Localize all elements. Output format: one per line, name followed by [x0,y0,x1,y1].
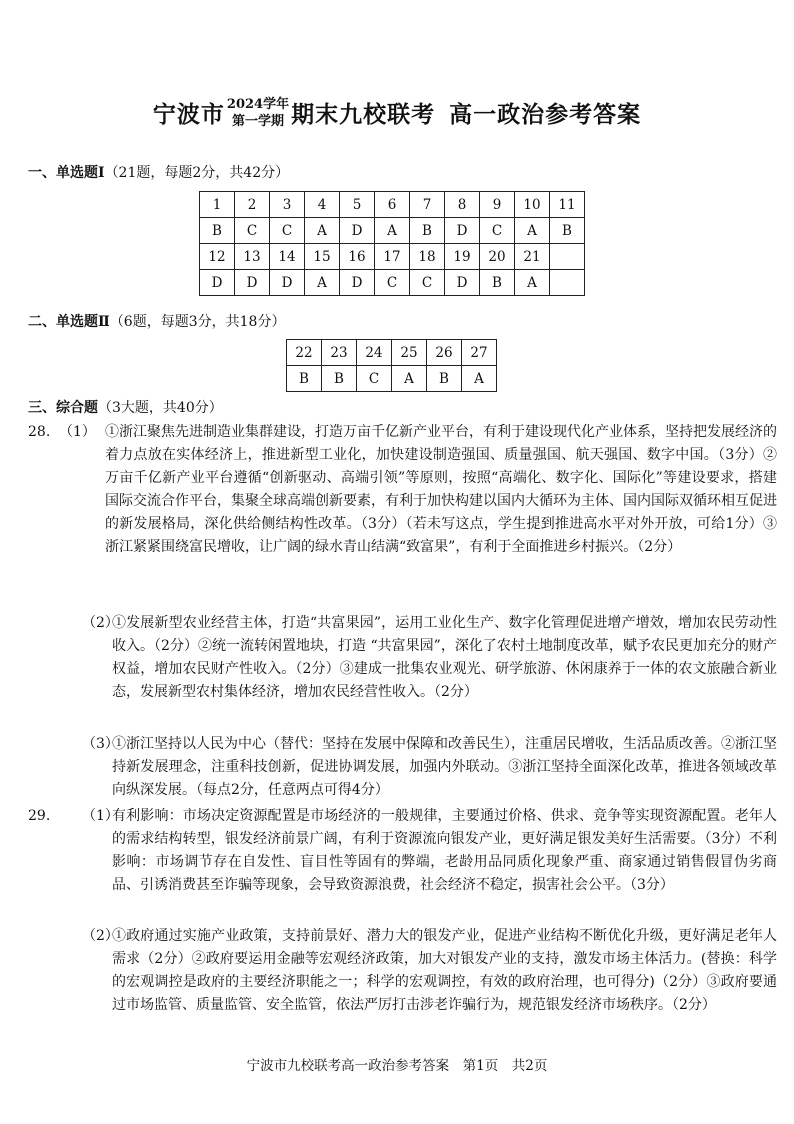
answer-table-cell: 1 [200,192,235,218]
answer-table-cell: 22 [287,340,322,366]
q28-part1-text: ①浙江聚焦先进制造业集群建设，打造万亩千亿新产业平台，有利于建设现代化产业体系，坚持把发展经济的着力点放在实体经济上，推进新型工业化，加快建设制造强国、质量强国、航天强国、数字中国。（3分）②万亩千亿新产业平台遵循“创新驱动、高端引领”等原则，按照“高端化、数字化、国际化”等建设要求，搭建国际交流合作平台，集聚全球高端创新要素，有利于加快构建以国内大循环为主体、国内国际双循环相互促进的新发展格局，深化供给侧结构性改革。（3分）（若未写这点，学生提到推进高水平对外开放，可给1分）③浙江紧紧围绕富民增收，让广阔的绿水青山结满“致富果”，有利于全面推进乡村振兴。（2分） [105,424,777,555]
section1-heading-line [28,163,289,183]
answer-table-cell: A [375,218,410,244]
answer-table-row [200,270,585,296]
q28-number: 28. [28,424,51,440]
answer-table-row [287,340,497,366]
answer-table-cell: B [427,366,462,392]
answer-table-cell: B [550,218,585,244]
section1-answer-table [199,191,585,296]
q29-number: 29. [28,808,51,824]
answer-table-cell: D [270,270,305,296]
answer-table-cell [550,270,585,296]
answer-table-cell: D [445,218,480,244]
answer-table-cell: 14 [270,244,305,270]
answer-table-cell: D [235,270,270,296]
title-year: 2024学年 [226,97,290,112]
answer-table-cell: B [480,270,515,296]
answer-table-cell: 11 [550,192,585,218]
answer-table-cell: 8 [445,192,480,218]
answer-table-cell: 2 [235,192,270,218]
answer-table-cell: D [445,270,480,296]
answer-table-cell: 10 [515,192,550,218]
answer-table-cell: B [322,366,357,392]
section2-heading: 二、单选题Ⅱ [28,314,110,330]
q29-part1-label: （1） [82,808,119,824]
answer-table-cell: A [392,366,427,392]
answer-table-cell: A [305,218,340,244]
answer-table-row [287,366,497,392]
answer-table-cell: 20 [480,244,515,270]
answer-table-cell: B [287,366,322,392]
section2-note: （6题，每题3分，共18分） [109,314,286,330]
answer-table-row [200,218,585,244]
answer-table-cell: 26 [427,340,462,366]
answer-table-cell: 13 [235,244,270,270]
title-term: 第一学期 [231,114,284,129]
answer-table-cell: A [515,218,550,244]
q28-part3-label: （3） [82,736,119,752]
answer-table-cell: 9 [480,192,515,218]
title-middle: 期末九校联考 [291,101,436,128]
q29-part1-text: 有利影响：市场决定资源配置是市场经济的一般规律，主要通过价格、供求、竞争等实现资源配置。老年人的需求结构转型，银发经济前景广阔，有利于资源流向银发产业，更好满足银发美好生活需要。（3分）不利影响：市场调节存在自发性、盲目性等固有的弊端，老龄用品同质化现象严重、商家通过销售假冒伪劣商品、引诱消费甚至诈骗等现象，会导致资源浪费，社会经济不稳定，损害社会公平。（3分） [112,808,777,893]
answer-table-cell: 15 [305,244,340,270]
answer-table-cell: C [357,366,392,392]
answer-table-cell: 18 [410,244,445,270]
answer-table-cell: 3 [270,192,305,218]
section3-heading: 三、综合题 [28,400,98,416]
section3-note: （3大题，共40分） [98,400,223,416]
answer-table-cell [550,244,585,270]
q28-part2-label: （2） [82,615,119,631]
answer-table-cell: B [410,218,445,244]
answer-table-cell: C [235,218,270,244]
answer-table-cell: A [515,270,550,296]
answer-table-cell: 17 [375,244,410,270]
section2-answer-table [286,339,497,392]
answer-table-cell: 19 [445,244,480,270]
answer-table-row [200,244,585,270]
page-footer: 宁波市九校联考高一政治参考答案 第1页 共2页 [246,1058,548,1074]
answer-table-cell: 27 [462,340,497,366]
title-year-term [227,96,289,130]
section1-heading: 一、单选题Ⅰ [28,165,105,181]
answer-table-cell: 21 [515,244,550,270]
answer-table-cell: B [200,218,235,244]
page-title [0,97,794,146]
answer-table-cell: C [270,218,305,244]
answer-table-cell: 6 [375,192,410,218]
answer-table-cell: D [340,270,375,296]
answer-table-cell: A [305,270,340,296]
q29-part2-text: ①政府通过实施产业政策，支持前景好、潜力大的银发产业，促进产业结构不断优化升级，更好满足老年人需求（2分）②政府要运用金融等宏观经济政策，加大对银发产业的支持，激发市场主体活力。(替换：科学的宏观调控是政府的主要经济职能之一；科学的宏观调控，有效的政府治理，也可得分)（2分）③政府要通过市场监管、质量监管、安全监管，依法严厉打击涉老诈骗行为，规范银发经济市场秩序。（2分） [112,928,777,1013]
section1-note: （21题，每题2分，共42分） [104,165,290,181]
title-prefix: 宁波市 [152,101,225,128]
answer-table-cell: 7 [410,192,445,218]
answer-table-cell: 24 [357,340,392,366]
q28-part2-text: ①发展新型农业经营主体，打造“共富果园”，运用工业化生产、数字化管理促进增产增效，增加农民劳动性收入。（2分）②统一流转闲置地块，打造 “共富果园”，深化了农村土地制度改革，赋予农民更加充分的财产权益，增加农民财产性收入。（2分）③建成一批集农业观光、研学旅游、休闲康养于一体的农文旅融合新业态，发展新型农村集体经济，增加农民经营性收入。（2分） [112,615,777,700]
answer-table-cell: C [375,270,410,296]
q28-part1-label: （1） [59,424,96,440]
answer-table-row [200,192,585,218]
q28-part3-text: ①浙江坚持以人民为中心（替代：坚持在发展中保障和改善民生），注重居民增收，生活品质改善。②浙江坚持新发展理念，注重科技创新，促进协调发展，加强内外联动。③浙江坚持全面深化改革，推进各领域改革向纵深发展。（每点2分，任意两点可得4分） [112,736,777,798]
answer-table-cell: 4 [305,192,340,218]
answer-table-cell: 12 [200,244,235,270]
answer-table-cell: 5 [340,192,375,218]
section3-heading-line [28,398,223,418]
answer-table-cell: C [410,270,445,296]
answer-table-cell: 23 [322,340,357,366]
answer-table-cell: D [200,270,235,296]
answer-table-cell: D [340,218,375,244]
q29-part2-label: （2） [82,928,119,944]
section2-heading-line [28,312,285,332]
answer-table-cell: C [480,218,515,244]
title-suffix: 高一政治参考答案 [449,101,642,128]
answer-table-cell: 25 [392,340,427,366]
answer-table-cell: A [462,366,497,392]
answer-table-cell: 16 [340,244,375,270]
